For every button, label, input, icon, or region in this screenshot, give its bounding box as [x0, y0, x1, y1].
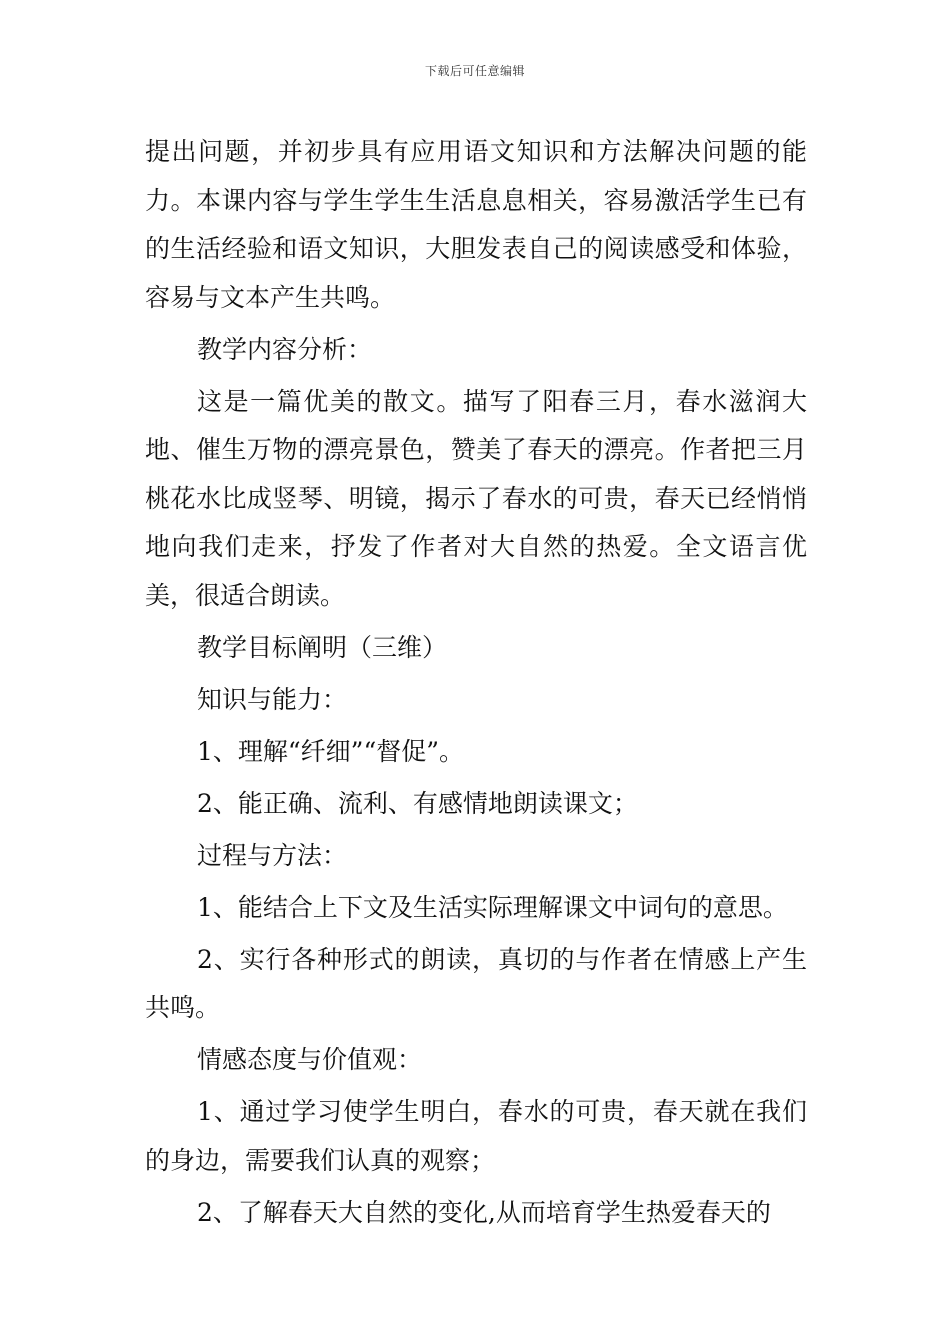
list-item: 2、实行各种形式的朗读，真切的与作者在情感上产生共鸣。 — [145, 944, 807, 1022]
paragraph-content-analysis: 这是一篇优美的散文。描写了阳春三月，春水滋润大地、催生万物的漂亮景色，赞美了春天的漂亮。作者把三月桃花水比成竖琴、明镜，揭示了春水的可贵，春天已经悄悄地向我们走来，抒发了作者对大自然的热爱。全文语言优美，很适合朗读。 — [145, 386, 807, 610]
heading-knowledge-ability: 知识与能力： — [197, 684, 348, 714]
list-item: 1、能结合上下文及生活实际理解课文中词句的意思。 — [197, 892, 788, 922]
list-item: 2、能正确、流利、有感情地朗读课文； — [197, 788, 638, 818]
list-item: 1、理解“纤细”“督促”。 — [197, 736, 465, 766]
header-note: 下载后可任意编辑 — [424, 64, 525, 78]
heading-teaching-goals: 教学目标阐明（三维） — [197, 632, 448, 662]
heading-process-method: 过程与方法： — [197, 840, 348, 870]
heading-content-analysis: 教学内容分析： — [197, 334, 373, 364]
list-item: 1、通过学习使学生明白，春水的可贵，春天就在我们的身边，需要我们认真的观察； — [145, 1097, 807, 1175]
document-body — [145, 128, 807, 1241]
list-item: 2、了解春天大自然的变化,从而培育学生热爱春天的 — [197, 1197, 771, 1227]
heading-emotion-values: 情感态度与价值观： — [197, 1045, 423, 1074]
paragraph-intro-continued: 提出问题，并初步具有应用语文知识和方法解决问题的能力。本课内容与学生学生生活息息相关，容易激活学生已有的生活经验和语文知识，大胆发表自己的阅读感受和体验，容易与文本产生共鸣。 — [145, 137, 807, 312]
